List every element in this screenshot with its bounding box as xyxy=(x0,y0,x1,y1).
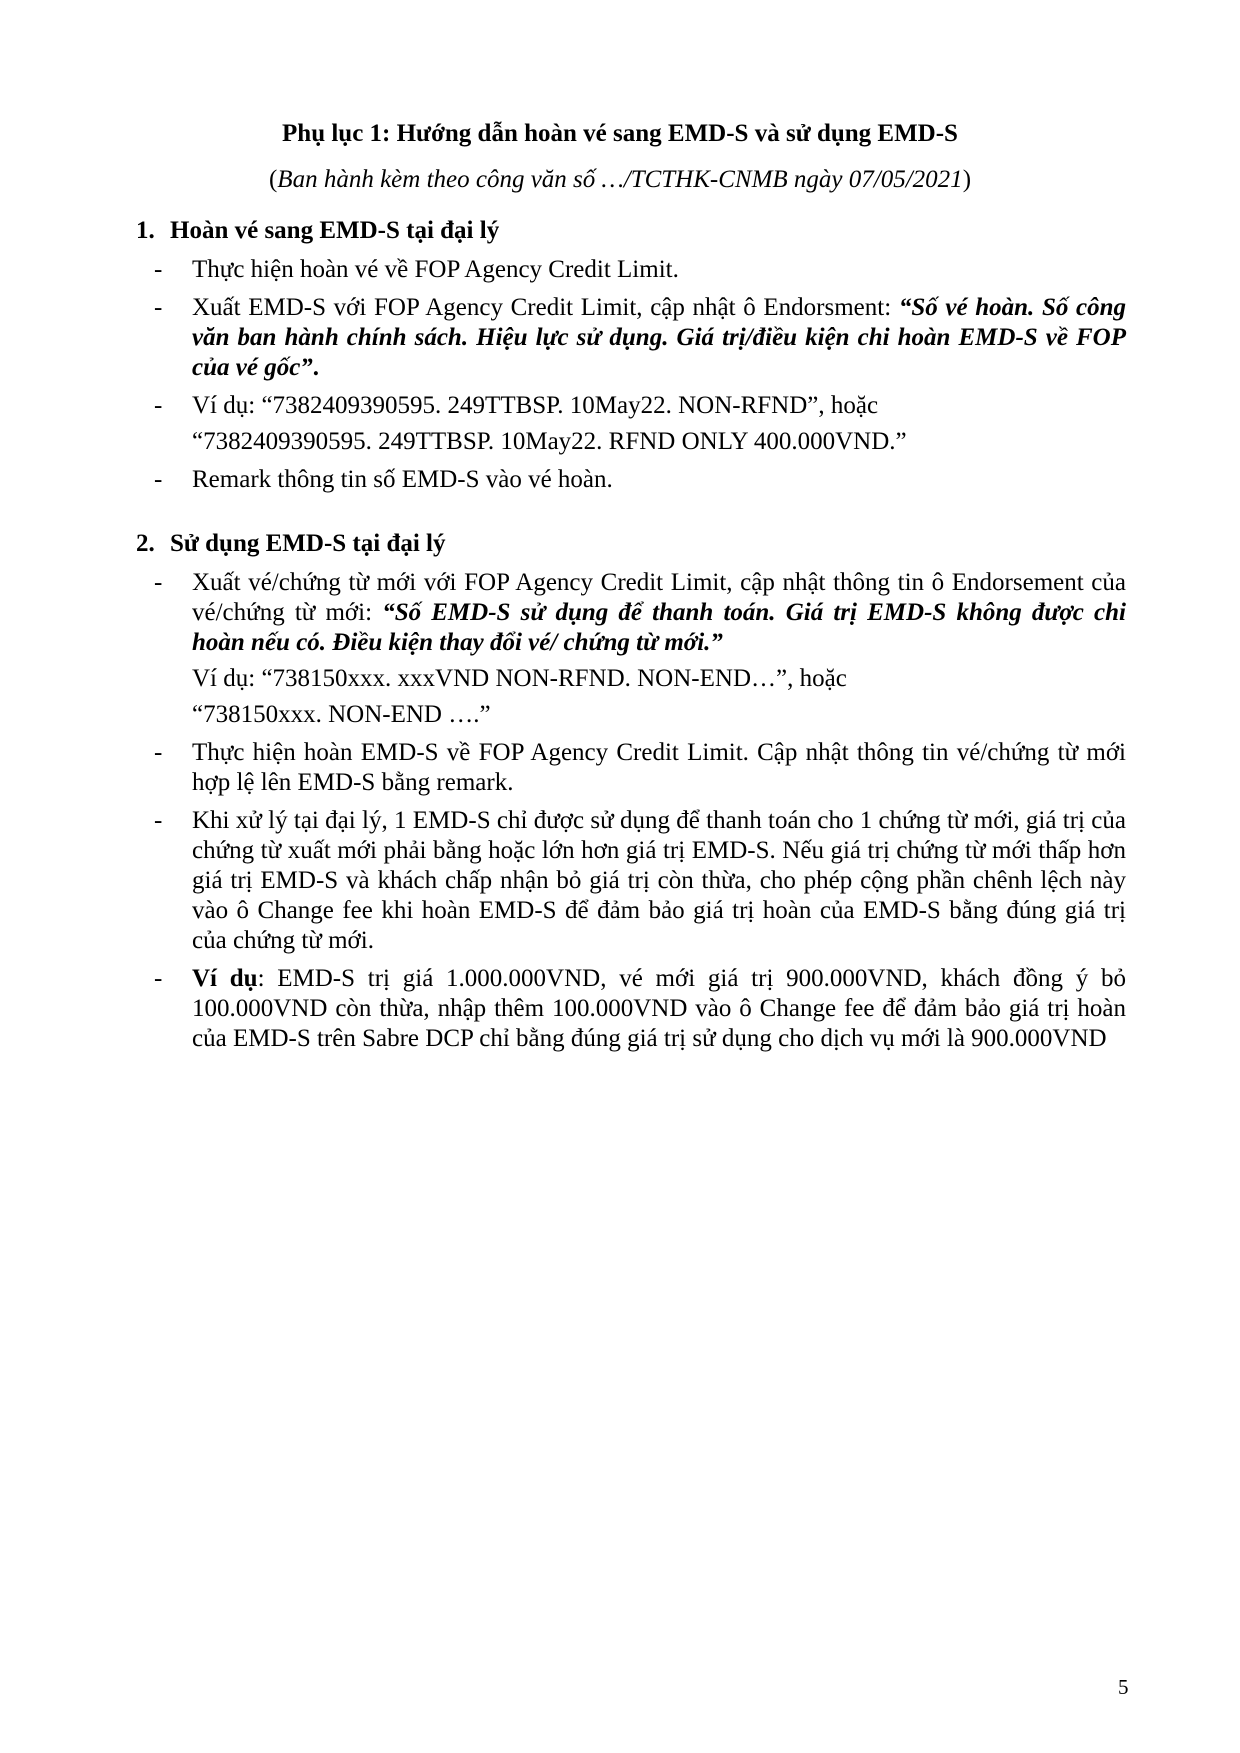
bullet-dash: - xyxy=(154,466,163,493)
item-text: : EMD-S trị giá 1.000.000VND, vé mới giá trị 900.000VND, khách đồng ý bỏ 100.000VND còn thừa, nhập thêm 100.000VND vào ô Change fee để đảm bảo giá trị hoàn của EMD-S trên Sabre DCP chỉ bằng đúng giá trị sử dụng cho dịch vụ mới là 900.000VND xyxy=(192,965,1126,1052)
item-text: Khi xử lý tại đại lý, 1 EMD-S chỉ được sử dụng để thanh toán cho 1 chứng từ mới, giá trị của chứng từ xuất mới phải bằng hoặc lớn hơn giá trị EMD-S. Nếu giá trị chứng từ mới thấp hơn giá trị EMD-S và khách chấp nhận bỏ giá trị còn thừa, cho phép cộng phần chênh lệch này vào ô Change fee khi hoàn EMD-S để đảm bảo giá trị hoàn của EMD-S bằng đúng giá trị của chứng từ mới. xyxy=(192,807,1126,954)
section-1 xyxy=(136,213,1126,503)
list-item xyxy=(136,293,1126,383)
example-line: Ví dụ: “7382409390595. 249TTBSP. 10May22. NON-RFND”, hoặc xyxy=(192,392,879,419)
bullet-dash: - xyxy=(154,739,163,766)
item-text: Thực hiện hoàn EMD-S về FOP Agency Credit Limit. Cập nhật thông tin vé/chứng từ mới hợp lệ lên EMD-S bằng remark. xyxy=(192,739,1126,796)
item-emphasis: “Số vé hoàn. Số công văn ban hành chính sách. Hiệu lực sử dụng. Giá trị/điều kiện chi hoàn EMD-S về FOP của vé gốc” xyxy=(192,294,1126,381)
list-item xyxy=(136,738,1126,798)
example-line: Ví dụ: “738150xxx. xxxVND NON-RFND. NON-END…”, hoặc xyxy=(192,665,847,692)
section-2 xyxy=(136,526,1126,1062)
section-heading xyxy=(136,526,1126,562)
list-item xyxy=(136,255,1126,285)
list-item xyxy=(136,964,1126,1054)
item-text: Thực hiện hoàn vé về FOP Agency Credit Limit. xyxy=(192,256,679,283)
subtitle-open-paren: ( xyxy=(268,166,278,193)
section-title: Sử dụng EMD-S tại đại lý xyxy=(170,530,446,557)
section-number: 1. xyxy=(136,217,155,244)
list-item xyxy=(136,391,1126,457)
list-item xyxy=(136,465,1126,495)
bullet-dash: - xyxy=(154,256,163,283)
example-line: “7382409390595. 249TTBSP. 10May22. RFND ONLY 400.000VND.” xyxy=(192,428,907,455)
example-label: Ví dụ xyxy=(192,965,258,992)
example-line: “738150xxx. NON-END ….” xyxy=(192,701,491,728)
bullet-dash: - xyxy=(154,392,163,419)
page-title: Phụ lục 1: Hướng dẫn hoàn vé sang EMD-S và sử dụng EMD-S xyxy=(282,120,958,147)
section-title: Hoàn vé sang EMD-S tại đại lý xyxy=(170,217,500,244)
section-heading xyxy=(136,213,1126,249)
item-text: Xuất EMD-S với FOP Agency Credit Limit, cập nhật ô Endorsment: xyxy=(192,294,899,321)
bullet-dash: - xyxy=(154,294,163,321)
bullet-dash: - xyxy=(154,965,163,992)
subtitle-close-paren: ) xyxy=(962,166,972,193)
bullet-list xyxy=(136,568,1126,1054)
item-tail: . xyxy=(312,354,320,381)
list-item xyxy=(136,806,1126,956)
section-number: 2. xyxy=(136,530,155,557)
subtitle-text: Ban hành kèm theo công văn số …/TCTHK-CNMB ngày 07/05/2021 xyxy=(277,166,963,193)
bullet-dash: - xyxy=(154,569,163,596)
list-item xyxy=(136,568,1126,730)
page-subtitle xyxy=(0,166,1240,194)
item-text: Xuất vé/chứng từ mới với FOP Agency Credit Limit, cập nhật thông tin ô Endorsement của vé/chứng từ mới: xyxy=(192,569,1126,626)
page-number: 5 xyxy=(1118,1675,1129,1699)
item-emphasis: “Số EMD-S sử dụng để thanh toán. Giá trị EMD-S không được chi hoàn nếu có. Điều kiện thay đổi vé/ chứng từ mới.” xyxy=(192,599,1126,656)
bullet-dash: - xyxy=(154,807,163,834)
item-text: Remark thông tin số EMD-S vào vé hoàn. xyxy=(192,466,613,493)
bullet-list xyxy=(136,255,1126,495)
